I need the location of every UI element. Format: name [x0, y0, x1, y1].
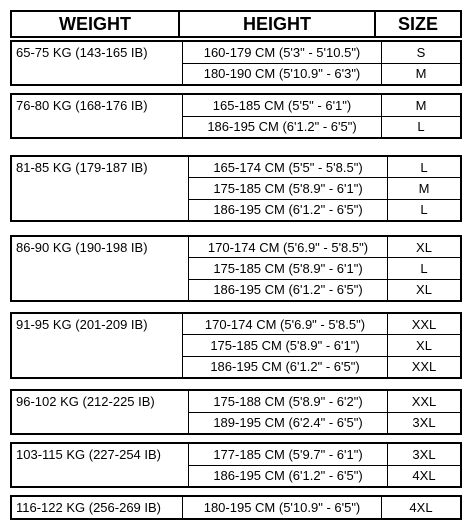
height-range: 175-185 CM (5'8.9" - 6'1") [182, 335, 387, 355]
table-row [188, 279, 460, 300]
size-value: 3XL [387, 444, 460, 465]
table-row [188, 257, 460, 278]
height-range: 186-195 CM (6'1.2" - 6'5") [182, 117, 381, 138]
height-range: 180-195 CM (5'10.9" - 6'5") [182, 497, 381, 518]
height-range: 186-195 CM (6'1.2" - 6'5") [188, 200, 387, 220]
size-value: 4XL [387, 466, 460, 487]
size-value: 4XL [381, 497, 460, 518]
weight-range: 91-95 KG (201-209 IB) [16, 317, 148, 332]
table-row [188, 444, 460, 465]
size-value: M [381, 64, 460, 85]
size-value: XXL [387, 391, 460, 412]
weight-range: 86-90 KG (190-198 IB) [16, 240, 148, 255]
size-value: XL [387, 335, 460, 355]
weight-group [10, 93, 462, 139]
weight-group [10, 155, 462, 222]
weight-range: 81-85 KG (179-187 IB) [16, 160, 148, 175]
weight-group [10, 442, 462, 488]
weight-group [10, 40, 462, 86]
weight-range: 96-102 KG (212-225 IB) [16, 394, 155, 409]
table-row [182, 314, 460, 334]
height-range: 180-190 CM (5'10.9" - 6'3") [182, 64, 381, 85]
table-row [188, 157, 460, 177]
weight-range: 76-80 KG (168-176 IB) [16, 98, 148, 113]
height-range: 175-188 CM (5'8.9" - 6'2") [188, 391, 387, 412]
weight-group [10, 495, 462, 520]
table-row [188, 391, 460, 412]
weight-group [10, 312, 462, 379]
height-range: 165-174 CM (5'5" - 5'8.5") [188, 157, 387, 177]
size-value: L [387, 200, 460, 220]
height-range: 170-174 CM (5'6.9" - 5'8.5") [188, 237, 387, 257]
table-row [188, 465, 460, 487]
height-range: 177-185 CM (5'9.7" - 6'1") [188, 444, 387, 465]
weight-range: 103-115 KG (227-254 IB) [16, 447, 162, 462]
height-range: 170-174 CM (5'6.9" - 5'8.5") [182, 314, 387, 334]
size-column-header: SIZE [374, 12, 460, 36]
table-header [10, 10, 462, 38]
weight-column-header: WEIGHT [59, 13, 131, 34]
size-value: S [381, 42, 460, 63]
size-value: XXL [387, 357, 460, 377]
table-row [182, 95, 460, 116]
table-row [182, 356, 460, 377]
table-row [188, 177, 460, 198]
height-range: 175-185 CM (5'8.9" - 6'1") [188, 178, 387, 198]
height-range: 165-185 CM (5'5" - 6'1") [182, 95, 381, 116]
size-value: XL [387, 280, 460, 300]
size-value: L [387, 157, 460, 177]
size-value: XXL [387, 314, 460, 334]
weight-group [10, 235, 462, 302]
height-column-header: HEIGHT [178, 12, 374, 36]
table-row [182, 42, 460, 63]
weight-range: 65-75 KG (143-165 IB) [16, 45, 148, 60]
size-value: 3XL [387, 413, 460, 434]
size-value: M [387, 178, 460, 198]
table-row [188, 412, 460, 434]
table-row [182, 63, 460, 85]
weight-group [10, 389, 462, 435]
table-row [182, 116, 460, 138]
height-range: 160-179 CM (5'3" - 5'10.5") [182, 42, 381, 63]
height-range: 189-195 CM (6'2.4" - 6'5") [188, 413, 387, 434]
height-range: 186-195 CM (6'1.2" - 6'5") [188, 280, 387, 300]
height-range: 175-185 CM (5'8.9" - 6'1") [188, 258, 387, 278]
size-value: XL [387, 237, 460, 257]
size-value: L [387, 258, 460, 278]
table-row [182, 334, 460, 355]
weight-range: 116-122 KG (256-269 IB) [16, 500, 162, 515]
table-row [182, 497, 460, 518]
table-row [188, 199, 460, 220]
size-value: M [381, 95, 460, 116]
height-range: 186-195 CM (6'1.2" - 6'5") [182, 357, 387, 377]
height-range: 186-195 CM (6'1.2" - 6'5") [188, 466, 387, 487]
table-row [188, 237, 460, 257]
size-value: L [381, 117, 460, 138]
